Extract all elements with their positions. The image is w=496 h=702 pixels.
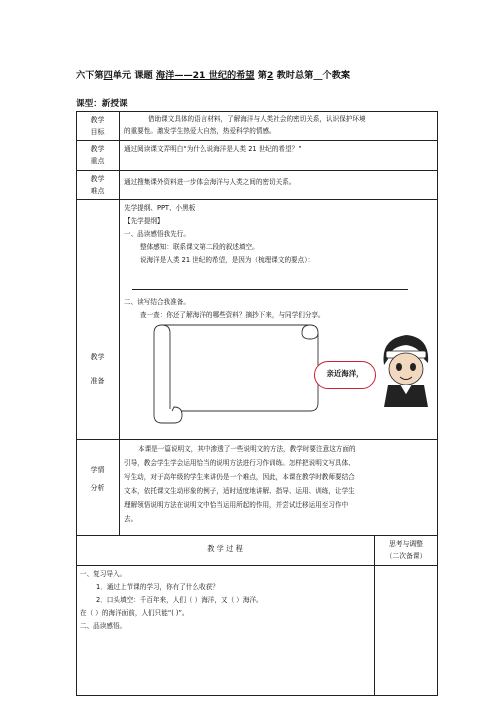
row-divider — [76, 199, 438, 200]
total-blank: __ — [313, 70, 323, 81]
process-line-4: 在（ ）的海洋面前，人们只能“( )”。 — [80, 609, 189, 617]
goal-text-line-1: 借助课文具体的语言材料，了解海洋与人类社会的密切关系，认识保护环境 — [148, 115, 366, 123]
row-divider — [76, 140, 438, 141]
total-prefix: 教时总第 — [276, 70, 314, 81]
row-divider — [76, 439, 438, 440]
topic: 海洋——21 世纪的希望 — [155, 70, 255, 81]
analysis-label — [76, 461, 119, 497]
prep-line-4: 整体感知：联系课文第二段的叙述填空。 — [140, 243, 259, 251]
scroll-banner-icon — [152, 319, 322, 427]
focus-label — [76, 143, 119, 167]
lesson-number: 2 — [266, 70, 274, 81]
goal-text-line-2: 的重要性。激发学生热爱大自然，热爱科学的情感。 — [124, 127, 276, 135]
lesson-prefix: 第 — [257, 70, 267, 81]
goal-label-line-2: 目标 — [90, 128, 105, 136]
process-line-1: 一、复习导入。 — [80, 570, 127, 578]
prep-line-6: 二、读写结合我准备。 — [124, 298, 190, 306]
label-column-divider — [119, 111, 120, 535]
analysis-line-5: 理解领悟说明方法在说明文中恰当运用所起的作用，并尝试迁移运用至习作中 — [124, 501, 349, 509]
analysis-line-3: 写生动，对于高年级的学生来讲仍是一个难点，因此，本课在教学时教师要结合 — [124, 473, 355, 481]
focus-label-line-2: 重点 — [90, 157, 105, 165]
notes-header-line-2: （二次备课） — [385, 552, 427, 560]
prep-line-5: 说海洋是人类 21 世纪的希望，是因为（梳理课文的要点）： — [140, 256, 315, 264]
row-divider — [76, 565, 438, 566]
difficulty-label-line-1: 教学 — [90, 175, 105, 183]
analysis-line-4: 文本，依托课文生动形象的例子，适时适度地讲解、指导、运用、训练，让学生 — [124, 487, 355, 495]
analysis-line-6: 去。 — [124, 515, 138, 523]
lesson-plan-table — [76, 111, 438, 696]
prep-label-line-1: 教学 — [90, 353, 105, 361]
prep-line-3: 一、品读感悟我先行。 — [124, 230, 190, 238]
title-prefix: 六下第 — [76, 70, 104, 81]
row-divider — [76, 535, 438, 536]
row-divider — [76, 170, 438, 171]
difficulty-label-line-2: 难点 — [90, 187, 105, 195]
prep-label-line-2: 准备 — [90, 377, 105, 385]
unit-number: 四 — [103, 70, 113, 81]
unit-suffix: 单元 课题 — [112, 70, 153, 81]
notes-header-line-1: 思考与调整 — [389, 540, 423, 548]
lesson-type: 课型：新授课 — [76, 99, 128, 109]
prep-line-2: 【先学提纲】 — [124, 217, 164, 225]
difficulty-label — [76, 173, 119, 197]
analysis-line-2: 引导，教会学生学会运用恰当的说明方法进行习作训练。怎样把说明文写具体、 — [124, 459, 355, 467]
focus-label-line-1: 教学 — [90, 145, 105, 153]
difficulty-text: 通过搜集课外资料进一步体会海洋与人类之间的密切关系。 — [124, 178, 296, 186]
prep-line-1: 先学提纲、PPT、小黑板 — [124, 204, 196, 212]
notes-header — [374, 538, 438, 562]
prep-label — [76, 345, 119, 393]
process-line-2: 1．通过上节课的学习，你有了什么收获？ — [96, 583, 219, 591]
speech-bubble: 亲近海洋， — [314, 361, 376, 389]
cartoon-kid-icon — [376, 329, 434, 409]
prep-line-7: 查一查：你还了解海洋的哪些资料？摘抄下来，与同学们分享。 — [140, 311, 325, 319]
process-line-3: 2．口头填空：千百年来，人们（ ）海洋，又（ ）海洋。 — [96, 596, 263, 604]
total-suffix: 个教案 — [322, 70, 351, 81]
analysis-line-1: 本课是一篇说明文，其中渗透了一些说明文的方法，教学时要注意这方面的 — [138, 445, 356, 453]
focus-text: 通过阅读课文弄明白“为什么说海洋是人类 21 世纪的希望？” — [124, 145, 302, 153]
answer-line — [132, 289, 408, 290]
document-title — [76, 67, 350, 81]
analysis-label-line-1: 学情 — [90, 466, 105, 474]
goal-label-line-1: 教学 — [90, 116, 105, 124]
process-header: 教 学 过 程 — [207, 544, 243, 553]
process-line-5: 二、品读感悟。 — [80, 622, 127, 630]
analysis-label-line-2: 分析 — [90, 484, 105, 492]
goal-label — [76, 114, 119, 138]
